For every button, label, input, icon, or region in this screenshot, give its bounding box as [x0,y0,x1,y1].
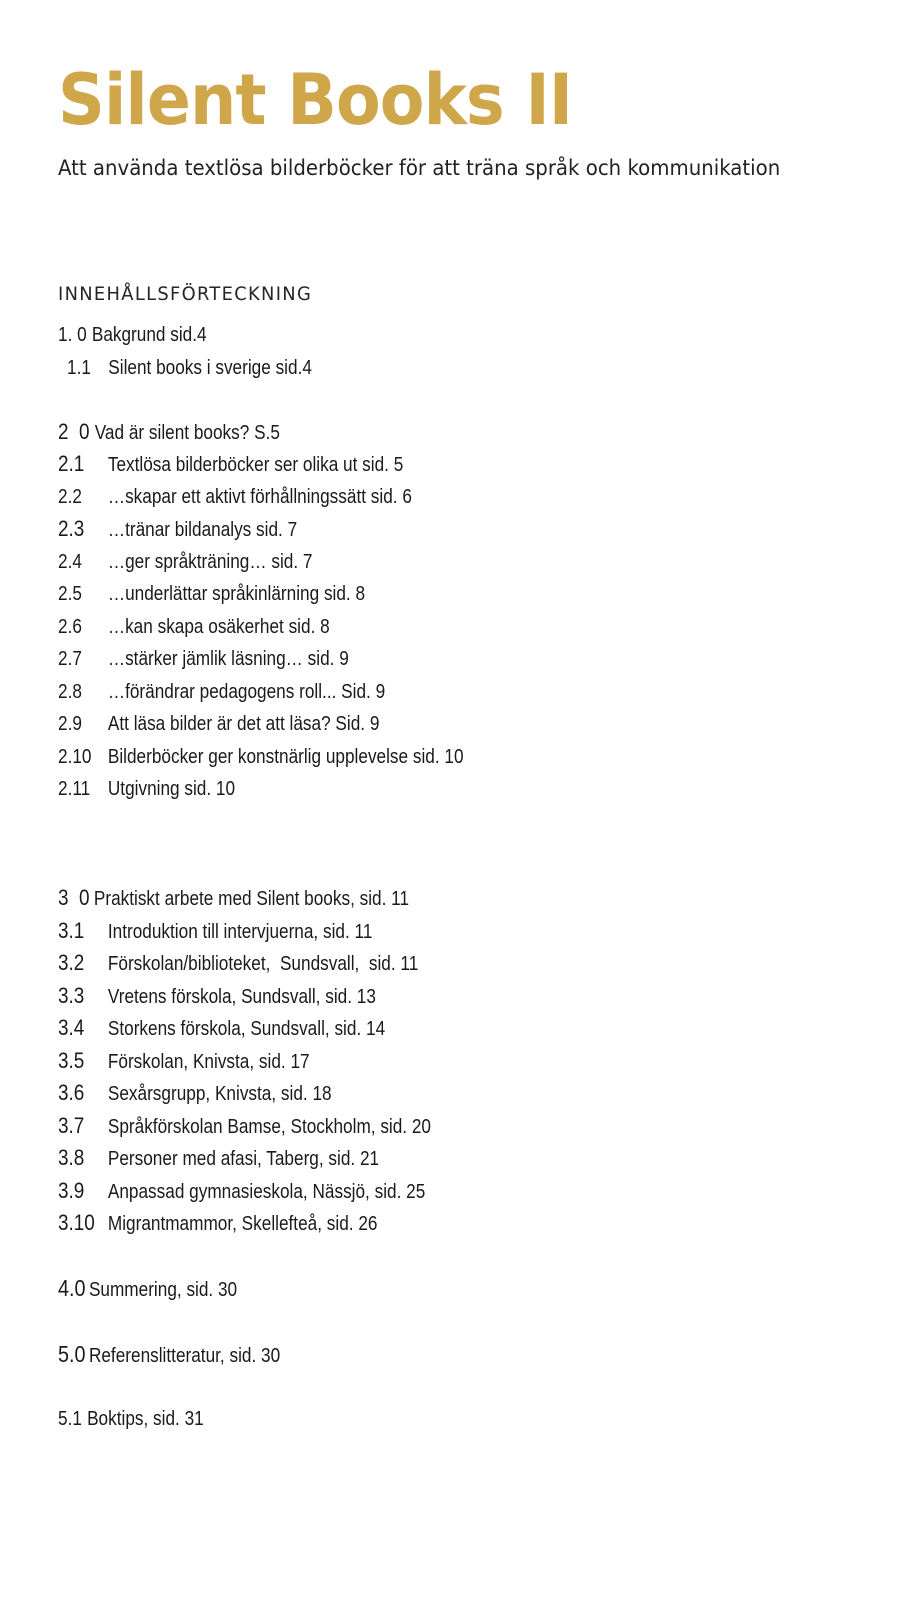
toc-entry-text: …ger språkträning… sid. 7 [107,551,313,573]
toc-entry-text: Referenslitteratur, sid. 30 [88,1345,281,1367]
toc-entry-number: 2.11 [58,778,91,800]
toc-entry-number: 2.9 [58,713,82,735]
toc-entry-text: Bakgrund sid.4 [91,324,207,346]
toc-entry-number: 3.5 [58,1048,85,1073]
toc-entry-number: 4.0 [58,1275,86,1301]
toc-entry-text: Personer med afasi, Taberg, sid. 21 [107,1148,380,1170]
toc-entry [58,1142,379,1174]
toc-entry-text: …tränar bildanalys sid. 7 [107,519,298,541]
toc-entry-number: 5.1 [58,1408,82,1430]
toc-entry [58,773,235,805]
toc-entry-text: Sexårsgrupp, Knivsta, sid. 18 [107,1083,332,1105]
toc-entry [58,980,376,1012]
toc-entry-text: …kan skapa osäkerhet sid. 8 [107,616,330,638]
toc-entry-number: 2.2 [58,486,82,508]
toc-entry-number: 2.6 [58,616,82,638]
toc-entry-number: 2.3 [58,516,85,541]
toc-entry [58,578,365,610]
toc-entry [58,947,418,979]
toc-entry [58,676,385,708]
toc-heading: INNEHÅLLSFÖRTECKNING [58,283,313,305]
toc-entry-text: Migrantmammor, Skellefteå, sid. 26 [107,1213,378,1235]
toc-entry-number: 5.0 [58,1341,86,1367]
toc-entry-text: Utgivning sid. 10 [107,778,236,800]
toc-entry-number: 2.1 [58,451,85,476]
toc-entry-number: 2 0 [58,419,90,444]
toc-entry [58,319,207,351]
toc-entry-text: Att läsa bilder är det att läsa? Sid. 9 [107,713,380,735]
toc-entry-text: Textlösa bilderböcker ser olika ut sid. 5 [107,454,404,476]
toc-entry [58,611,330,643]
toc-entry-number: 2.5 [58,583,82,605]
toc-entry [58,513,297,545]
toc-entry [58,1110,431,1142]
toc-entry [58,1403,204,1435]
toc-entry-text: Boktips, sid. 31 [87,1408,204,1430]
toc-entry [58,546,312,578]
toc-entry-text: Förskolan/biblioteket, Sundsvall, sid. 11 [107,953,419,975]
toc-entry [58,448,403,480]
toc-entry [58,1175,425,1207]
toc-entry [58,1045,310,1077]
toc-entry [58,1077,332,1109]
toc-entry-text: Storkens förskola, Sundsvall, sid. 14 [107,1018,386,1040]
toc-entry-number: 3.7 [58,1113,85,1138]
toc-entry-text: Vretens förskola, Sundsvall, sid. 13 [107,986,376,1008]
toc-entry [58,643,349,675]
toc-entry-text: …skapar ett aktivt förhållningssätt sid. 6 [107,486,412,508]
toc-entry-text: Bilderböcker ger konstnärlig upplevelse sid. 10 [107,746,464,768]
toc-entry [67,352,312,384]
toc-entry-number: 1.1 [67,357,91,379]
toc-entry-number: 3.1 [58,918,85,943]
toc-entry-number: 3.2 [58,950,85,975]
toc-entry-number: 2.10 [58,746,92,768]
toc-entry-text: Förskolan, Knivsta, sid. 17 [107,1051,310,1073]
toc-entry-number: 2.4 [58,551,82,573]
toc-entry [58,1338,280,1370]
toc-entry-text: Praktiskt arbete med Silent books, sid. 11 [93,888,410,910]
toc-entry-text: Introduktion till intervjuerna, sid. 11 [107,921,373,943]
toc-entry-number: 3.9 [58,1178,85,1203]
toc-entry [58,741,464,773]
toc-entry [58,915,372,947]
toc-entry-text: Silent books i sverige sid.4 [108,357,312,379]
toc-entry [58,1207,377,1239]
toc-entry-number: 3 0 [58,885,90,910]
toc-entry-number: 3.6 [58,1080,85,1105]
toc-entry-number: 3.4 [58,1015,85,1040]
toc-entry-number: 1. 0 [58,324,87,346]
toc-entry [58,882,409,914]
toc-entry-text: …förändrar pedagogens roll... Sid. 9 [107,681,386,703]
toc-entry-text: …underlättar språkinlärning sid. 8 [107,583,366,605]
toc-entry [58,416,280,448]
toc-entry-text: …stärker jämlik läsning… sid. 9 [107,648,349,670]
toc-entry [58,481,412,513]
toc-entry-number: 2.8 [58,681,82,703]
toc-entry-text: Språkförskolan Bamse, Stockholm, sid. 20 [107,1116,432,1138]
toc-entry-number: 3.10 [58,1210,95,1235]
toc-entry-number: 2.7 [58,648,82,670]
page-subtitle: Att använda textlösa bilderböcker för att träna språk och kommunikation [58,156,781,180]
toc-entry-text: Vad är silent books? S.5 [94,422,280,444]
toc-entry [58,1272,237,1304]
toc-entry-number: 3.8 [58,1145,85,1170]
toc-entry-text: Anpassad gymnasieskola, Nässjö, sid. 25 [107,1181,426,1203]
toc-entry [58,1012,385,1044]
toc-entry [58,708,379,740]
toc-entry-number: 3.3 [58,983,85,1008]
toc-entry-text: Summering, sid. 30 [88,1279,238,1301]
page-title: Silent Books II [58,59,573,141]
